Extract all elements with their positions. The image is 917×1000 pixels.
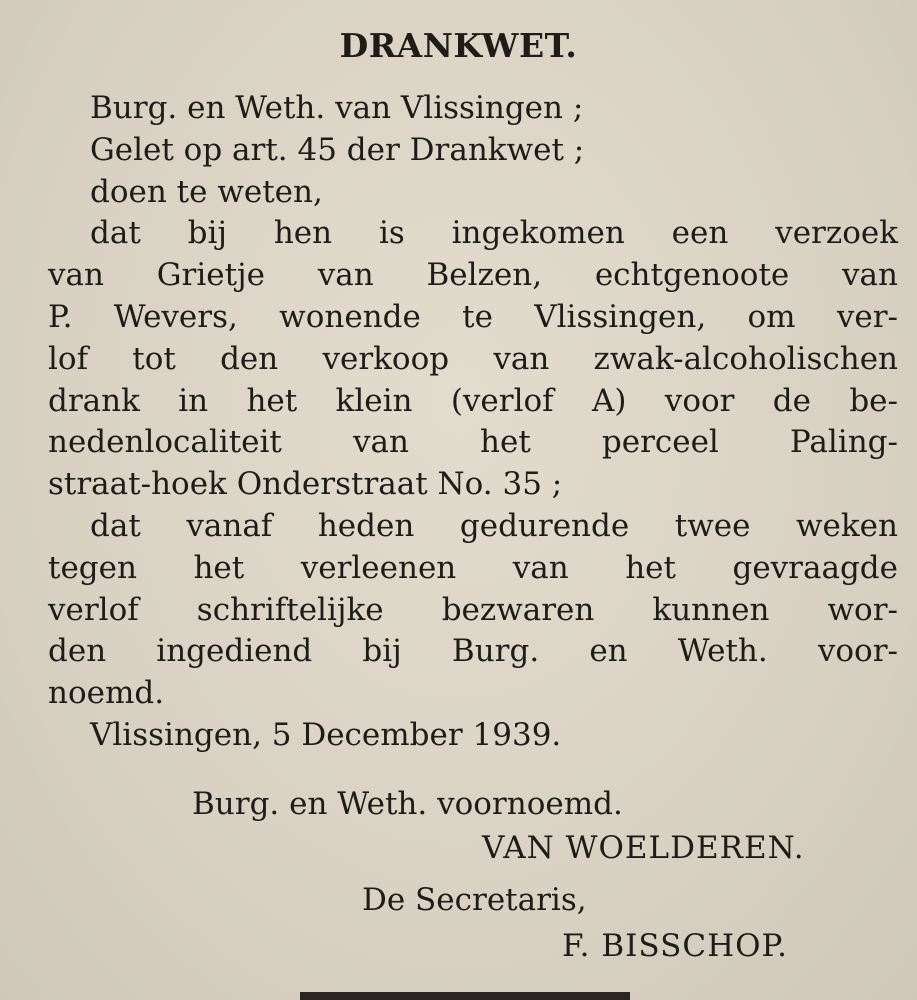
notice-title: DRANKWET. — [339, 26, 578, 65]
notice-line: dat bij hen is ingekomen een verzoek — [90, 215, 898, 252]
notice-line: den ingediend bij Burg. en Weth. voor- — [48, 633, 898, 670]
notice-line: Burg. en Weth. van Vlissingen ; — [90, 90, 584, 126]
notice-line: Gelet op art. 45 der Drankwet ; — [90, 131, 585, 168]
secretary-name: F. BISSCHOP. — [562, 928, 788, 964]
notice-line: verlof schriftelijke bezwaren kunnen wor- — [48, 591, 898, 628]
secretary-title: De Secretaris, — [362, 882, 587, 918]
notice-line: straat-hoek Onderstraat No. 35 ; — [48, 466, 563, 503]
notice-line: drank in het klein (verlof A) voor de be- — [48, 382, 898, 419]
closing-line: Burg. en Weth. voornoemd. — [192, 786, 623, 822]
notice-line: P. Wevers, wonende te Vlissingen, om ver- — [48, 298, 898, 335]
notice-line: van Grietje van Belzen, echtgenoote van — [48, 257, 898, 294]
notice-date: Vlissingen, 5 December 1939. — [90, 716, 562, 753]
mayor-name: VAN WOELDEREN. — [482, 830, 805, 866]
notice-line: dat vanaf heden gedurende twee weken — [90, 507, 898, 544]
notice-line: tegen het verleenen van het gevraagde — [48, 549, 898, 586]
notice-line: noemd. — [48, 675, 165, 712]
notice-line: lof tot den verkoop van zwak-alcoholischen — [48, 340, 898, 377]
notice-body — [48, 88, 898, 757]
divider-rule — [300, 992, 630, 1000]
notice-line: doen te weten, — [90, 173, 323, 210]
notice-line: nedenlocaliteit van het perceel Paling- — [48, 424, 898, 461]
